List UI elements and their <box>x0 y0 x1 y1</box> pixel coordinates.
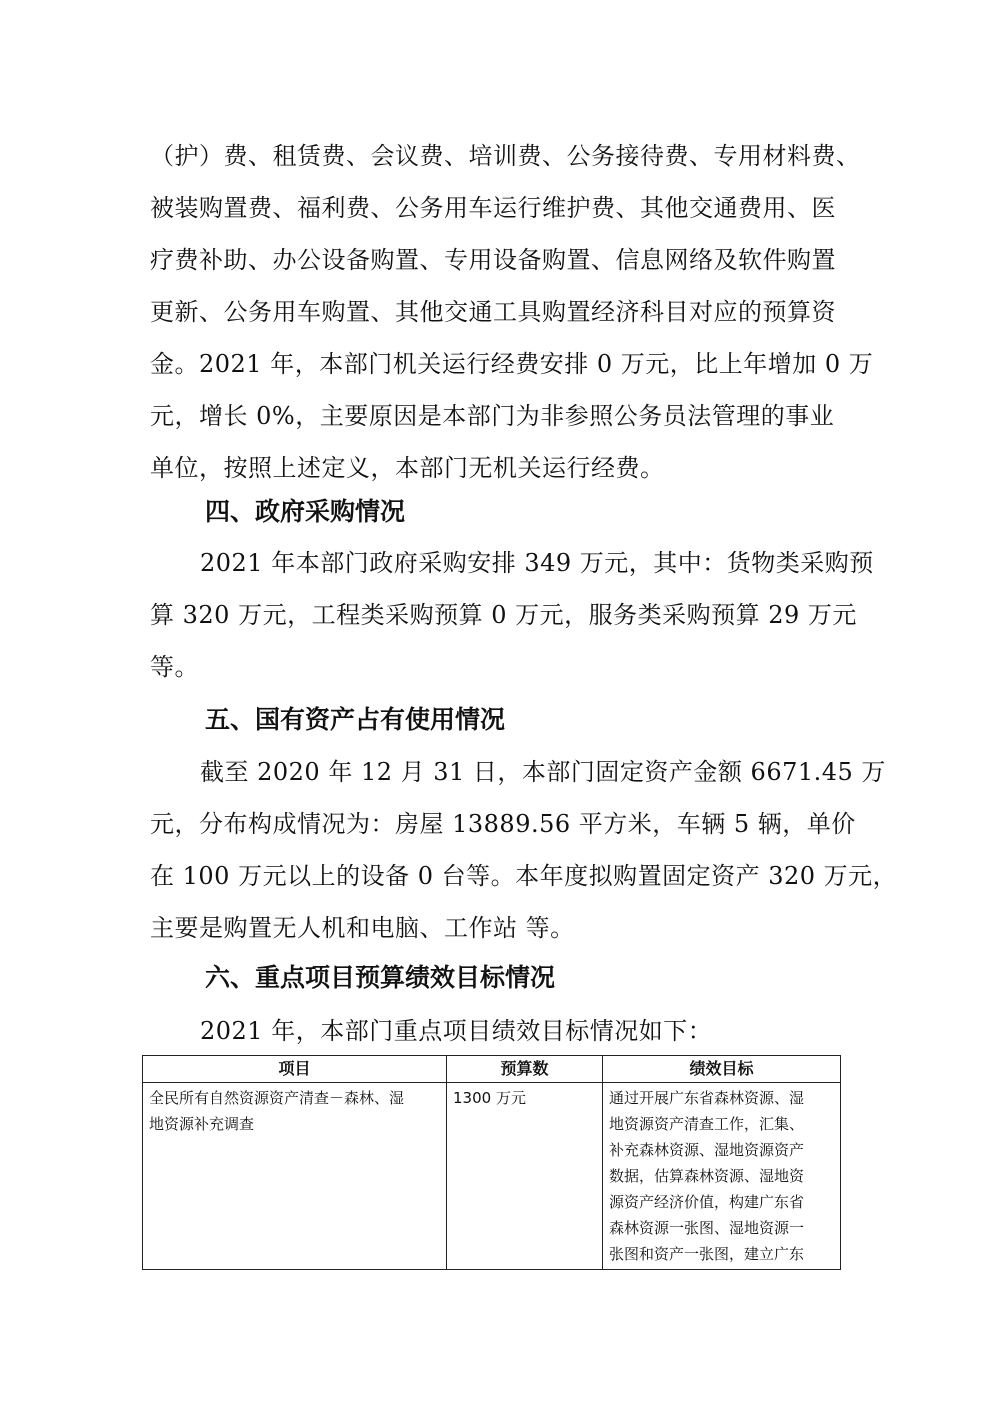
text-line: 元，分布构成情况为：房屋 13889.56 平方米，车辆 5 辆，单价 <box>150 810 856 838</box>
table-header-row <box>143 1056 841 1083</box>
text-line: 元，增长 0%，主要原因是本部门为非参照公务员法管理的事业 <box>150 402 835 430</box>
paragraph-procurement <box>150 537 874 693</box>
text-line: 单位，按照上述定义，本部门无机关运行经费。 <box>150 454 665 482</box>
text-line: 等。 <box>150 653 199 681</box>
text-line: 2021 年，本部门重点项目绩效目标情况如下： <box>200 1017 713 1045</box>
text-line: 主要是购置无人机和电脑、工作站 等。 <box>150 914 575 942</box>
text-line: 2021 年本部门政府采购安排 349 万元，其中：货物类采购预 <box>200 549 874 577</box>
cell-text-line: 1300 万元 <box>453 1089 526 1107</box>
column-header-project: 项目 <box>143 1056 447 1083</box>
section-heading-performance: 六、重点项目预算绩效目标情况 <box>205 963 556 992</box>
cell-text-line: 补充森林资源、湿地资源资产 <box>609 1141 805 1159</box>
performance-table <box>142 1055 841 1270</box>
text-line: 疗费补助、办公设备购置、专用设备购置、信息网络及软件购置 <box>150 246 836 274</box>
cell-text-line: 通过开展广东省森林资源、湿 <box>609 1089 805 1107</box>
column-header-goal: 绩效目标 <box>603 1056 841 1083</box>
cell-text-line: 全民所有自然资源资产清查－森林、湿 <box>149 1089 405 1107</box>
cell-goal <box>603 1083 841 1270</box>
paragraph-operating-expenses <box>150 130 874 494</box>
cell-budget <box>447 1083 603 1270</box>
paragraph-performance-intro <box>150 1005 850 1057</box>
cell-project <box>143 1083 447 1270</box>
cell-text-line: 张图和资产一张图，建立广东 <box>609 1245 805 1263</box>
cell-text-line: 数据，估算森林资源、湿地资 <box>609 1167 805 1185</box>
text-line: 更新、公务用车购置、其他交通工具购置经济科目对应的预算资 <box>150 298 836 326</box>
column-header-budget: 预算数 <box>447 1056 603 1083</box>
cell-text-line: 地资源资产清查工作，汇集、 <box>609 1115 805 1133</box>
section-heading-assets: 五、国有资产占有使用情况 <box>205 705 506 734</box>
section-heading-procurement: 四、政府采购情况 <box>205 497 406 526</box>
cell-text-line: 源资产经济价值，构建广东省 <box>609 1193 805 1211</box>
text-line: 金。2021 年，本部门机关运行经费安排 0 万元，比上年增加 0 万 <box>150 350 874 378</box>
table-row <box>143 1083 841 1270</box>
text-line: （护）费、租赁费、会议费、培训费、公务接待费、专用材料费、 <box>150 142 861 170</box>
paragraph-assets <box>150 746 898 954</box>
text-line: 截至 2020 年 12 月 31 日，本部门固定资产金额 6671.45 万 <box>200 758 886 786</box>
text-line: 在 100 万元以上的设备 0 台等。本年度拟购置固定资产 320 万元， <box>150 862 898 890</box>
text-line: 算 320 万元，工程类采购预算 0 万元，服务类采购预算 29 万元 <box>150 601 857 629</box>
cell-text-line: 森林资源一张图、湿地资源一 <box>609 1219 805 1237</box>
cell-text-line: 地资源补充调查 <box>149 1115 255 1133</box>
text-line: 被装购置费、福利费、公务用车运行维护费、其他交通费用、医 <box>150 194 836 222</box>
